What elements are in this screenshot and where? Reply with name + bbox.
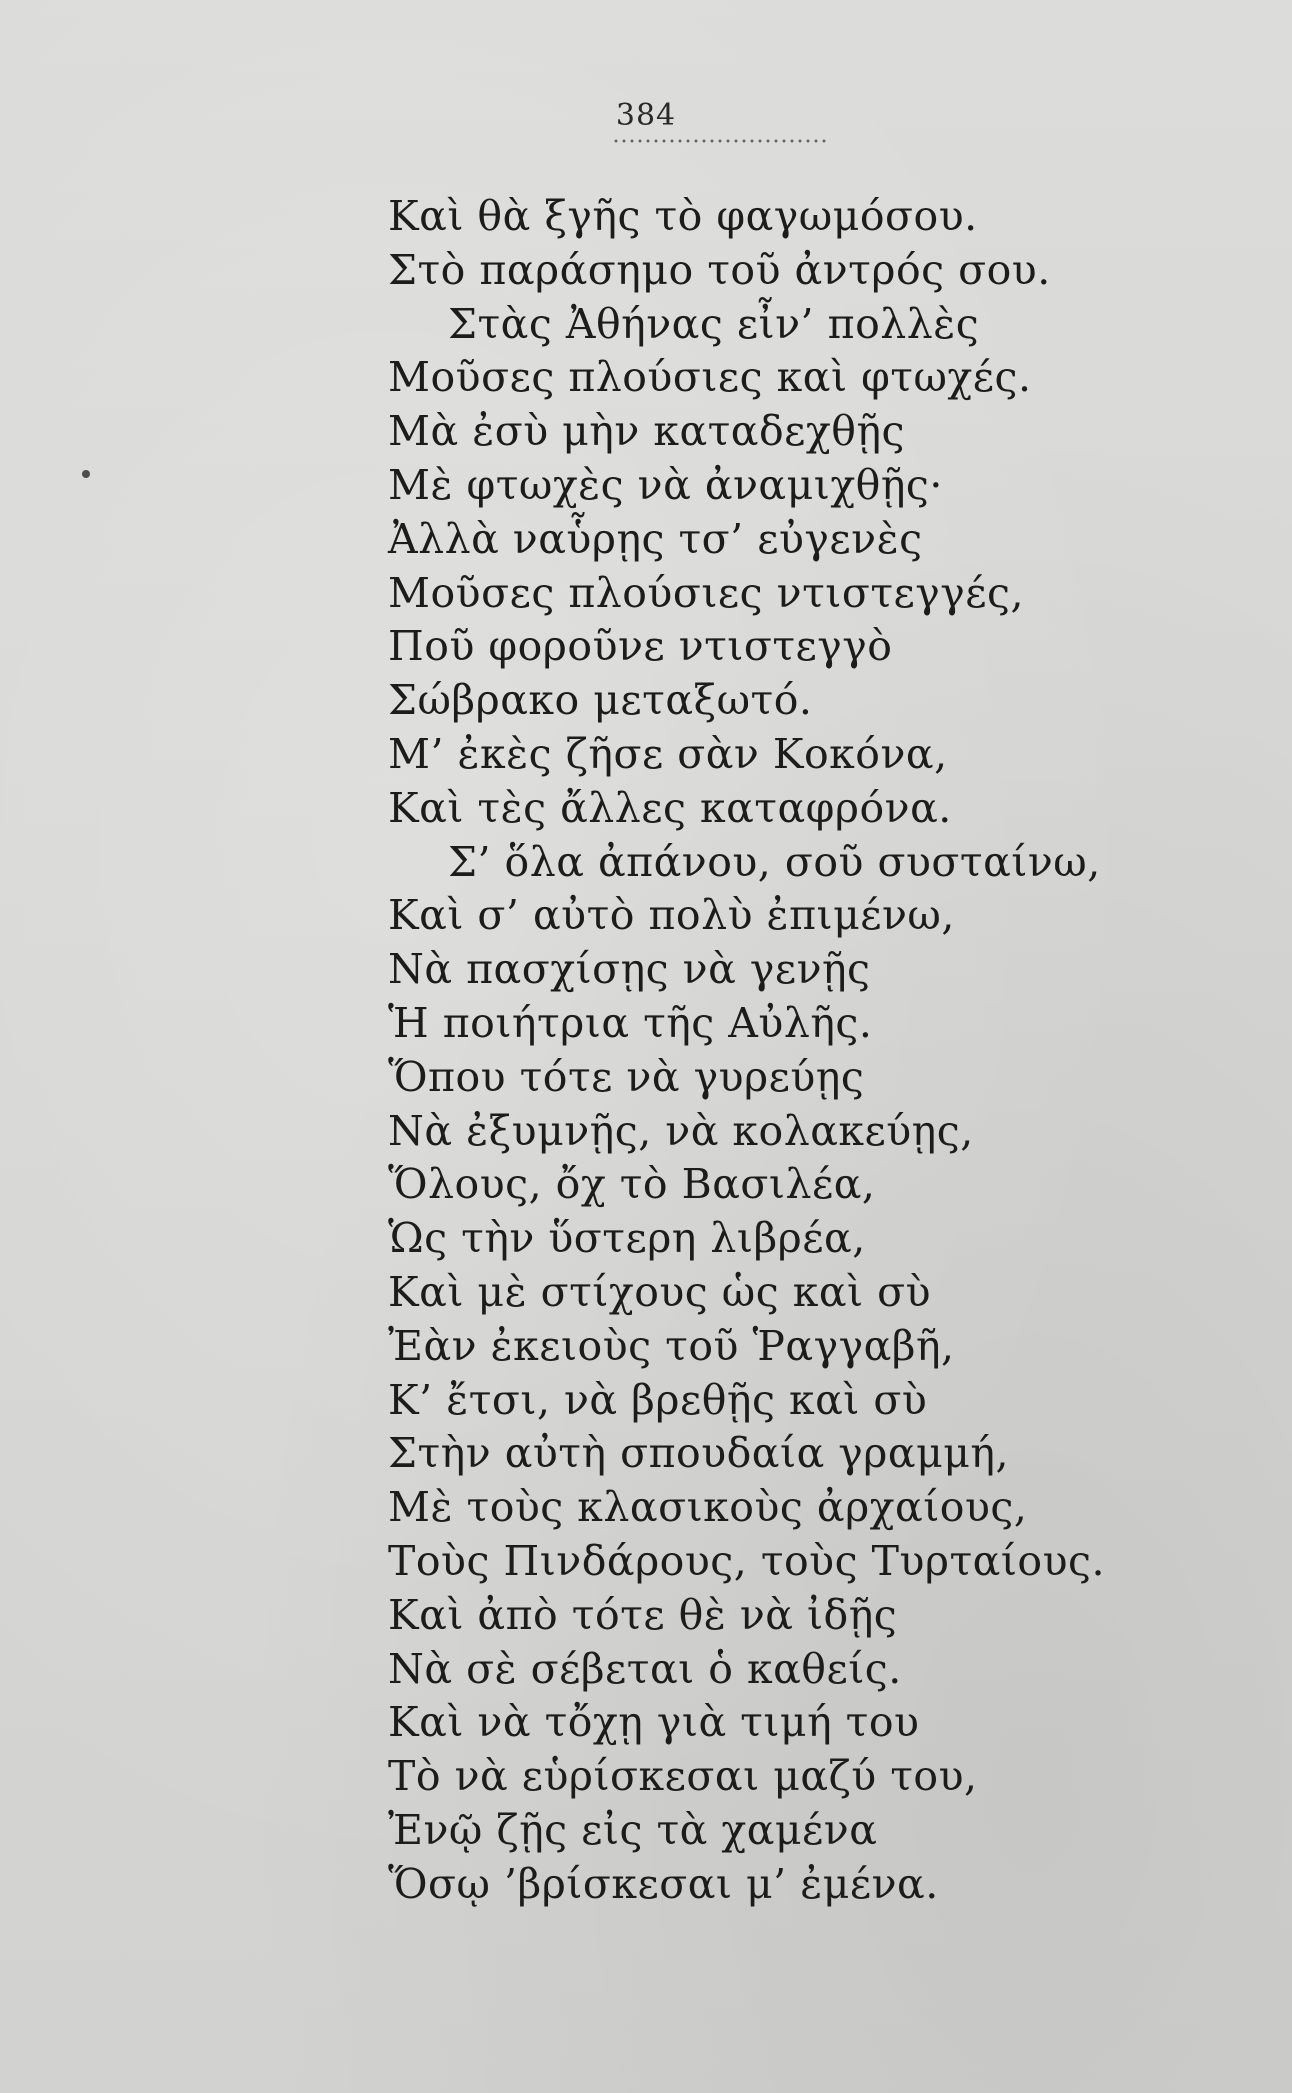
verse-line: Καὶ μὲ στίχους ὡς καὶ σὺ: [388, 1267, 932, 1316]
verse-line: Μὰ ἐσὺ μὴν καταδεχθῇς: [388, 407, 905, 456]
verse-line: Σ’ ὅλα ἀπάνου, σοῦ συσταίνω,: [448, 837, 1101, 886]
verse-line: Μοῦσες πλούσιες καὶ φτωχές.: [388, 353, 1032, 402]
verse-line: Ἡ ποιήτρια τῆς Αὐλῆς.: [388, 998, 873, 1047]
page-number-rule: [612, 138, 830, 144]
verse-line: Ὅλους, ὄχ τὸ Βασιλέα,: [388, 1160, 876, 1209]
verse-line: Σώβρακο μεταξωτό.: [388, 676, 813, 725]
verse-line: Νὰ πασχίσῃς νὰ γενῇς: [388, 945, 871, 994]
verse-line: Καὶ σ’ αὐτὸ πολὺ ἐπιμένω,: [388, 891, 955, 940]
verse-line: Στὰς Ἀθήνας εἶν’ πολλὲς: [448, 299, 980, 348]
verse-line: Νὰ σὲ σέβεται ὁ καθείς.: [388, 1644, 902, 1693]
verse-line: Κ’ ἔτσι, νὰ βρεθῇς καὶ σὺ: [388, 1375, 928, 1424]
poem-text: [388, 190, 1105, 1912]
verse-line: Στὸ παράσημο τοῦ ἀντρός σου.: [388, 245, 1051, 294]
verse-line: Ὅσῳ ’βρίσκεσαι μ’ ἐμένα.: [388, 1859, 939, 1908]
verse-line: Ποῦ φοροῦνε ντιστεγγὸ: [388, 622, 893, 671]
verse-line: Καὶ θὰ ξγῆς τὸ φαγωμόσου.: [388, 192, 978, 240]
verse-line: Καὶ νὰ τὄχῃ γιὰ τιμή του: [388, 1698, 920, 1747]
verse-line: Μὲ τοὺς κλασικοὺς ἀρχαίους,: [388, 1483, 1028, 1532]
verse-line: Τὸ νὰ εὑρίσκεσαι μαζύ του,: [388, 1752, 978, 1801]
verse-line: Μοῦσες πλούσιες ντιστεγγές,: [388, 568, 1024, 617]
verse-line: Τοὺς Πινδάρους, τοὺς Τυρταίους.: [388, 1536, 1106, 1585]
ink-spot: [82, 470, 90, 478]
verse-line: Ἐνῷ ζῇς εἰς τὰ χαμένα: [388, 1805, 878, 1854]
verse-line: Στὴν αὐτὴ σπουδαία γραμμή,: [388, 1429, 1009, 1478]
verse-line: Καὶ τὲς ἄλλες καταφρόνα.: [388, 783, 952, 832]
verse-line: Ἐὰν ἐκειοὺς τοῦ Ῥαγγαβῆ,: [388, 1321, 955, 1370]
verse-line: Μὲ φτωχὲς νὰ ἀναμιχθῇς·: [388, 460, 943, 509]
verse-line: Ἀλλὰ ναὗρῃς τσ’ εὐγενὲς: [388, 514, 923, 563]
verse-line: Καὶ ἀπὸ τότε θὲ νὰ ἰδῇς: [388, 1590, 898, 1639]
verse-line: Μ’ ἐκὲς ζῆσε σὰν Κοκόνα,: [388, 729, 948, 778]
verse-line: Ὅπου τότε νὰ γυρεύῃς: [388, 1052, 865, 1101]
page-number: 384: [615, 98, 677, 133]
verse-line: Ὡς τὴν ὕστερη λιβρέα,: [388, 1214, 866, 1263]
verse-line: Νὰ ἐξυμνῇς, νὰ κολακεύῃς,: [388, 1106, 974, 1155]
